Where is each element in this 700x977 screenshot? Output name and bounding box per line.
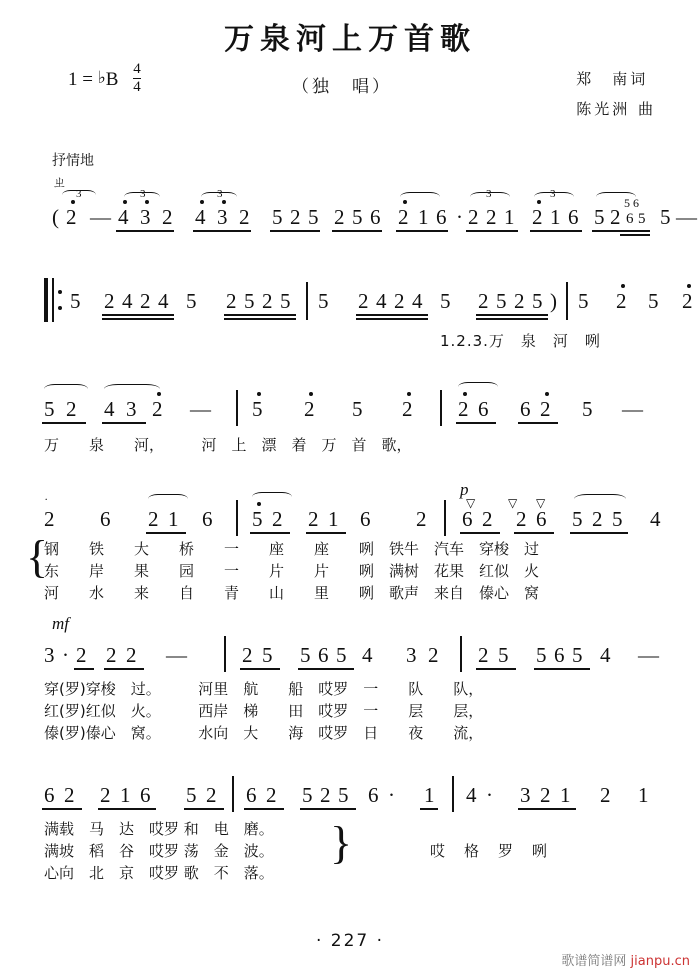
note: 5 [186, 289, 197, 313]
note: · [486, 783, 493, 807]
note: 4 [158, 289, 169, 313]
lyric-line: 东 岸 果 园 一 片 片 咧 满树 花果 红似 火 [44, 562, 540, 580]
note: 3 [520, 783, 531, 807]
note: 5 [496, 289, 507, 313]
credits [576, 64, 656, 124]
verse-brace: { [26, 531, 49, 582]
note: 2 [540, 783, 551, 807]
note: 4 [412, 289, 423, 313]
note: 2 [64, 783, 75, 807]
note: 2 [468, 205, 479, 229]
note: 5 [252, 397, 263, 421]
note: 2 [482, 507, 493, 531]
lyric-line: 心向 北 京 哎罗 歌 不 落。 [44, 864, 274, 882]
note: 6 [318, 643, 329, 667]
note: 3 [217, 205, 228, 229]
note: 2 [402, 397, 413, 421]
note: 5 [300, 643, 311, 667]
system-6 [0, 762, 700, 882]
note: 4 [376, 289, 387, 313]
note: 2 [304, 397, 315, 421]
note: 6 [626, 211, 634, 227]
note: 2 [428, 643, 439, 667]
triplet-number: 3 [76, 188, 82, 200]
note: 2 [290, 205, 301, 229]
note: 5 [186, 783, 197, 807]
note: 1 [560, 783, 571, 807]
watermark-site-name: 歌谱简谱网 [561, 954, 627, 969]
note: 2 [308, 507, 319, 531]
watermark [561, 950, 690, 969]
note: 2 [458, 397, 469, 421]
composer: 陈光洲 曲 [576, 100, 656, 118]
note: 4 [650, 507, 661, 531]
note: 2 [140, 289, 151, 313]
note: 5 [352, 397, 363, 421]
note: 5 [280, 289, 291, 313]
note: 4 [118, 205, 129, 229]
note: 6 [436, 205, 447, 229]
note: — [622, 397, 643, 421]
note: 2 [162, 205, 173, 229]
note: 2 [320, 783, 331, 807]
key-signature [68, 62, 141, 95]
note: 6 [520, 397, 531, 421]
note: — [90, 205, 111, 229]
note: 2 [106, 643, 117, 667]
note: 2 [104, 289, 115, 313]
note: 5 [70, 289, 81, 313]
note: · [456, 205, 463, 229]
lyric-line: 万 泉 河， 河 上 漂 着 万 首 歌， [44, 436, 412, 454]
note: 2 [272, 507, 283, 531]
dynamic-mf: mf [52, 614, 69, 633]
flat-icon: ♭ [97, 68, 106, 87]
note: 5 [272, 205, 283, 229]
note: 2 [540, 397, 551, 421]
note: · [388, 783, 395, 807]
note: 4 [104, 397, 115, 421]
dynamic-p: p [460, 480, 469, 499]
note: 2 [334, 205, 345, 229]
time-signature [133, 62, 141, 95]
time-denominator: 4 [133, 79, 141, 95]
note: 5 [660, 205, 671, 229]
system-4: p ˙ 2 6 2 1 6 5 2 2 1 6 2 6 2 ▽ 2 6 ▽ ▽ 5 2 5 4 { 钢 铁 大 桥 一 座 座 咧 铁牛 汽车 穿梭 过 东 岸 果 园 一 片 片 咧 满树 花果 红似 火 河 水 来 自 青 山 里 咧 歌声 来自 傣心 窝 [26, 480, 661, 602]
note: 1 [168, 507, 179, 531]
note: 5 [308, 205, 319, 229]
note: 5 [44, 397, 55, 421]
note: 5 [638, 211, 646, 227]
note: 2 [416, 507, 427, 531]
note: 5 [262, 643, 273, 667]
page-title: 万泉河上万首歌 [224, 22, 476, 57]
note: 1 [424, 783, 435, 807]
note: 5 [498, 643, 509, 667]
note: 2 [76, 643, 87, 667]
note: 6 [370, 205, 381, 229]
note: 2 [358, 289, 369, 313]
note: 5 [302, 783, 313, 807]
system-intro: ㄓ ( 2 — 3 4 3 2 3 4 3 2 3 5 2 5 2 5 6 2 1 6 · 2 2 1 3 2 1 6 3 5 2 6 5 5 6 5 — [0, 176, 700, 222]
note: 2 [206, 783, 217, 807]
note: 2 [486, 205, 497, 229]
note: 6 [568, 205, 579, 229]
note: 4 [600, 643, 611, 667]
verse-brace: } [330, 817, 353, 868]
note: 6 [554, 643, 565, 667]
note: 5 [594, 205, 605, 229]
free-rhythm-mark: ㄓ [52, 175, 68, 191]
note: 6 [140, 783, 151, 807]
time-numerator: 4 [133, 61, 141, 77]
note: 4 [122, 289, 133, 313]
slur [62, 190, 96, 200]
note: 5 [612, 507, 623, 531]
note: 4 [195, 205, 206, 229]
note: 2 [266, 783, 277, 807]
key-prefix: 1 = [68, 69, 93, 90]
performance-type: （独 唱） [292, 77, 392, 97]
note: 2 [152, 397, 163, 421]
note: 5 [336, 643, 347, 667]
note: 5 [244, 289, 255, 313]
note: 1 [550, 205, 561, 229]
note: 3 [126, 397, 137, 421]
note: 4 [362, 643, 373, 667]
note: 1 [418, 205, 429, 229]
note: 2 [398, 205, 409, 229]
watermark-url: jianpu.cn [630, 954, 690, 969]
note: 2 [478, 643, 489, 667]
note: 1 [638, 783, 649, 807]
note: 6 [462, 507, 473, 531]
note: 2 [514, 289, 525, 313]
note: 2 [532, 205, 543, 229]
note: 6 [478, 397, 489, 421]
lyric-line: 钢 铁 大 桥 一 座 座 咧 铁牛 汽车 穿梭 过 [44, 540, 540, 558]
note: 5 [578, 289, 589, 313]
note: 2 [394, 289, 405, 313]
lyric-line: 河 水 来 自 青 山 里 咧 歌声 来自 傣心 窝 [44, 584, 540, 602]
note: 2 [592, 507, 603, 531]
note: 4 [466, 783, 477, 807]
note: 2 [682, 289, 693, 313]
octave-dot [71, 200, 75, 204]
note: 5 [536, 643, 547, 667]
lyric-line: 哎 格 罗 咧 [430, 842, 550, 860]
system-5 [0, 614, 700, 742]
note: 6 [202, 507, 213, 531]
note: 1 [120, 783, 131, 807]
note: 2 [66, 205, 77, 229]
note: 2 [66, 397, 77, 421]
note: 2 [226, 289, 237, 313]
lyric-line: 红(罗)红似 火。 西岸 梯 田 哎罗 一 层 层， [44, 702, 484, 720]
lyricist: 郑 南词 [576, 70, 649, 88]
lyric-line: 满坡 稻 谷 哎罗 荡 金 波。 [44, 842, 274, 860]
note: 5 [318, 289, 329, 313]
note: 3 [140, 205, 151, 229]
note: 2 [516, 507, 527, 531]
note: 5 [352, 205, 363, 229]
note: 6 [536, 507, 547, 531]
note: 6 [360, 507, 371, 531]
note: 2 [239, 205, 250, 229]
note: 5 [572, 643, 583, 667]
note: 5 [648, 289, 659, 313]
key-letter: B [105, 69, 119, 90]
note: — [638, 643, 659, 667]
note: 5 [440, 289, 451, 313]
expression-marking: 抒情地 [52, 153, 94, 169]
note: 2 [148, 507, 159, 531]
note: 2 [616, 289, 627, 313]
note: ( [52, 205, 59, 229]
note: 2 [600, 783, 611, 807]
note: 2 [478, 289, 489, 313]
note: 2 [242, 643, 253, 667]
lyric-line: 傣(罗)傣心 窝。 水向 大 海 哎罗 日 夜 流， [44, 724, 484, 742]
note: 6 [100, 507, 111, 531]
note: — [166, 643, 187, 667]
note: — [676, 205, 697, 229]
note: — [190, 397, 211, 421]
verse-marker: 1.2.3.万 泉 河 咧 [440, 332, 601, 350]
note: 1 [328, 507, 339, 531]
note: 5 [532, 289, 543, 313]
note: 5 [572, 507, 583, 531]
note: 3 [44, 643, 55, 667]
note: 5 [338, 783, 349, 807]
note: 3 [406, 643, 417, 667]
system-3 [0, 376, 700, 454]
page-number: · 227 · [315, 931, 385, 951]
note: 6 [368, 783, 379, 807]
note: 6 [246, 783, 257, 807]
note: · [62, 643, 69, 667]
lyric-line: 满载 马 达 哎罗 和 电 磨。 [44, 820, 274, 838]
note: ) [550, 289, 557, 313]
note: 6 [44, 783, 55, 807]
note: 2 [44, 507, 55, 531]
note: 2 [262, 289, 273, 313]
note: 2 [100, 783, 111, 807]
note: 5 [252, 507, 263, 531]
note: 2 [610, 205, 621, 229]
lyric-line: 穿(罗)穿梭 过。 河里 航 船 哎罗 一 队 队， [44, 680, 484, 698]
grace-note: 5 6 [624, 196, 639, 210]
system-vamp [0, 268, 700, 350]
note: 1 [504, 205, 515, 229]
note: 5 [582, 397, 593, 421]
note: 2 [126, 643, 137, 667]
